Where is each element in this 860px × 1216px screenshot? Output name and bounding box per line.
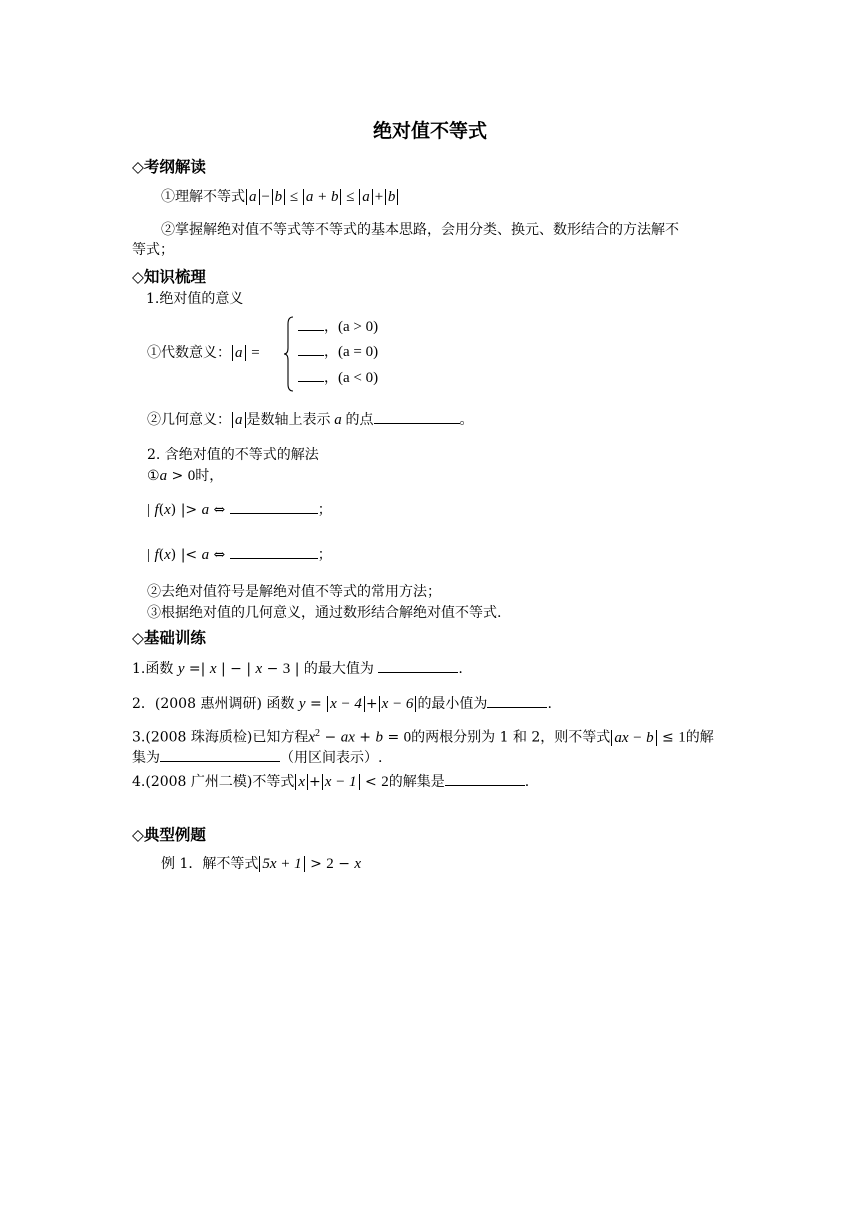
section-heading-kaogang: ◇考纲解读 (132, 158, 206, 176)
geometric-meaning-tail: 。 (459, 412, 474, 428)
question-1-suffix: 的最大值为 (303, 661, 374, 677)
case-condition-positive: (a > 0) (338, 319, 379, 335)
question-3-suffix: 的解 (685, 729, 714, 746)
answer-blank[interactable] (160, 749, 280, 762)
question-2: 2．(2008 惠州调研) 函数 y = x − 4 + x − 6 的最小值为 . (132, 696, 552, 712)
inequality-formula: a − b ≤ a + b ≤ a + b (245, 189, 399, 205)
section-heading-zhishi: ◇知识梳理 (132, 268, 206, 286)
question-4: 4.(2008 广州二模)不等式 x + x − 1 < 2的解集是 . (132, 774, 530, 790)
case-row-zero: ，(a = 0) (298, 343, 378, 361)
geometric-meaning-line: ②几何意义： a 是数轴上表示 a 的点 。 (147, 412, 474, 428)
question-2-prefix: 2．(2008 惠州调研) 函数 (132, 696, 295, 712)
question-3-prefix: 3.(2008 珠海质检)已知方程 (132, 729, 309, 746)
section-heading-jichu: ◇基础训练 (132, 629, 206, 647)
semicolon: ； (317, 502, 332, 518)
case-condition-negative: (a < 0) (338, 370, 379, 386)
answer-blank[interactable] (230, 501, 318, 514)
question-2-suffix: 的最小值为 (417, 696, 488, 712)
kaogang-line-2a: ②掌握解绝对值不等式等不等式的基本思路，会用分类、换元、数形结合的方法解不 (161, 222, 679, 238)
case-row-negative: ，(a < 0) (298, 369, 378, 387)
algebraic-meaning-line (147, 344, 260, 362)
geometric-meaning-end: 的点 (345, 412, 374, 428)
example-1-prefix: 例 1．解不等式 (161, 856, 259, 872)
example-1: 例 1．解不等式 5x + 1 > 2 − x (161, 856, 362, 872)
condition-line: ①a > 0时， (147, 468, 224, 484)
answer-blank[interactable] (487, 695, 547, 708)
question-3-b-suffix: （用区间表示）. (280, 750, 383, 766)
zhishi-heading-2: 2. 含绝对值的不等式的解法 (147, 447, 319, 463)
kaogang-line-1-text: ①理解不等式 (161, 189, 245, 205)
abs-a-equals: a = (231, 345, 260, 361)
algebraic-meaning-label: ①代数意义： (147, 345, 231, 361)
case-condition-zero: (a = 0) (338, 344, 379, 360)
section-heading-dianxing: ◇典型例题 (132, 826, 206, 844)
answer-blank[interactable] (374, 411, 460, 424)
note-2: ③根据绝对值的几何意义，通过数形结合解绝对值不等式. (147, 605, 502, 621)
condition-text: 时， (195, 468, 224, 484)
kaogang-line-2b: 等式； (132, 242, 174, 258)
less-than-case: | f(x) |< a ⇔ ； (147, 547, 332, 563)
left-brace-icon (284, 316, 294, 392)
period: . (524, 774, 530, 790)
case-row-positive: ，(a > 0) (298, 318, 378, 336)
question-3-line-b (132, 749, 382, 767)
answer-blank[interactable] (445, 773, 525, 786)
question-3-mid: 的两根分别为 1 和 2，则不等式 (411, 729, 611, 746)
geometric-meaning-text: 是数轴上表示 (246, 412, 331, 428)
kaogang-line-1 (161, 188, 399, 206)
question-1: 1.函数 y =| x | − | x − 3 | 的最大值为 . (132, 661, 463, 677)
note-1: ②去绝对值符号是解绝对值不等式的常用方法； (147, 584, 441, 600)
question-4-prefix: 4.(2008 广州二模)不等式 (132, 774, 295, 790)
answer-blank[interactable] (230, 546, 318, 559)
semicolon: ； (317, 547, 332, 563)
page-title: 绝对值不等式 (372, 120, 487, 142)
greater-than-case: | f(x) |> a ⇔ ； (147, 502, 332, 518)
zhishi-heading-1: 1.绝对值的意义 (146, 291, 244, 307)
answer-blank[interactable] (298, 343, 324, 356)
question-1-prefix: 1.函数 (132, 661, 174, 677)
geometric-meaning-label: ②几何意义： (147, 412, 231, 428)
question-3-line-a: 3.(2008 珠海质检)已知方程$x^2$ − ax + b = 0的两根分别为 1 和 2，则不等式 ax − b ≤ 1的解 (132, 728, 714, 746)
question-4-suffix: 的解集是 (388, 774, 445, 790)
question-3-b-prefix: 集为 (132, 750, 160, 766)
period: . (547, 696, 552, 712)
answer-blank[interactable] (298, 318, 324, 331)
answer-blank[interactable] (298, 369, 324, 382)
answer-blank[interactable] (378, 660, 458, 673)
period: . (458, 661, 463, 677)
